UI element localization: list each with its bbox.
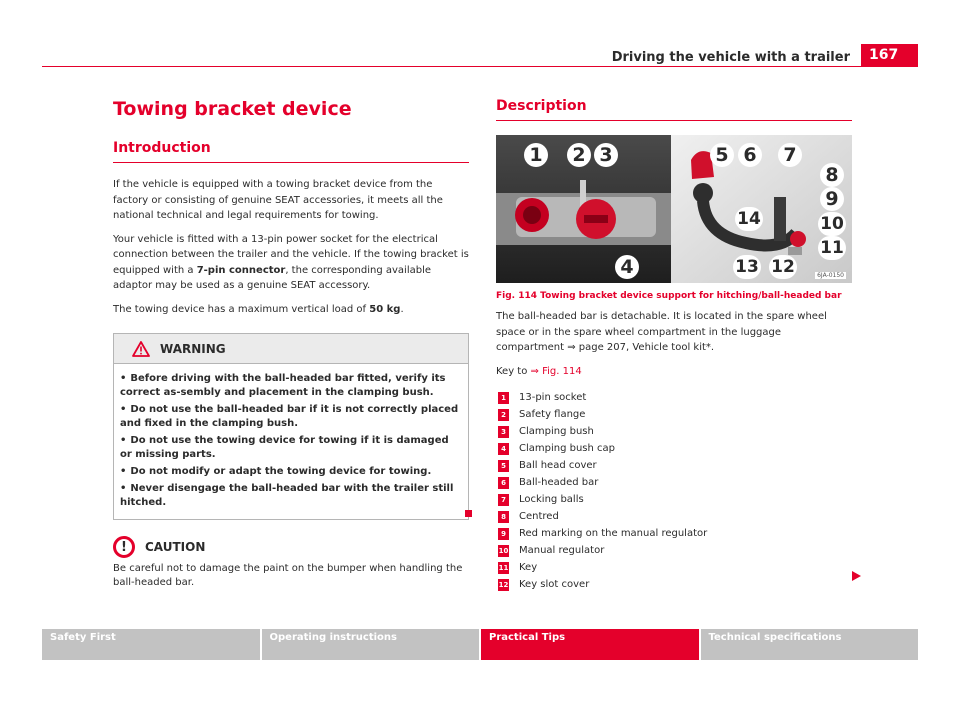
callout-label: 9: [820, 187, 844, 211]
caution-header: [113, 536, 469, 558]
left-column: [113, 98, 469, 590]
list-item: 6 Ball-headed bar: [496, 474, 852, 491]
warning-item: • Do not modify or adapt the towing device for towing.: [120, 466, 432, 477]
section-end-marker: [465, 510, 472, 517]
list-item: 3 Clamping bush: [496, 423, 852, 440]
footer-nav: [42, 629, 918, 660]
list-item: 8 Centred: [496, 508, 852, 525]
callout-label: 14: [735, 207, 763, 231]
list-item: 11 Key: [498, 562, 538, 573]
load-paragraph: The towing device has a maximum vertical load of 50 kg.: [113, 303, 404, 315]
callout-label: 6: [738, 143, 762, 167]
callout-label: 1: [524, 143, 548, 167]
warning-item: • Do not use the ball-headed bar if it is not correctly placed and fixed in the clamping bush.: [120, 404, 459, 429]
key-number-badge: 9: [498, 528, 509, 540]
key-number-badge: 3: [498, 426, 509, 438]
key-number-badge: 12: [498, 580, 509, 589]
warning-item: • Do not use the towing device for towing if it is damaged or missing parts.: [120, 435, 449, 460]
key-number-badge: 6: [498, 477, 509, 489]
list-item: 2 Safety flange: [496, 406, 852, 423]
list-item: 10 Manual regulator: [498, 545, 605, 556]
key-number-badge: 8: [498, 511, 509, 523]
key-number-badge: 7: [498, 494, 509, 506]
list-item: 9 Red marking on the manual regulator: [496, 525, 852, 542]
tab-safety-first[interactable]: Safety First: [42, 629, 260, 660]
list-item: 1 13-pin socket: [496, 389, 852, 406]
key-list: [496, 389, 852, 593]
key-number-badge: 2: [498, 409, 509, 421]
page-title: Towing bracket device: [113, 98, 352, 120]
section-heading-description: Description: [496, 98, 852, 121]
key-number-badge: 10: [498, 546, 509, 555]
callout-label: 5: [710, 143, 734, 167]
header-rule: [42, 66, 918, 67]
continue-arrow-icon: [852, 571, 861, 581]
warning-title: WARNING: [160, 341, 226, 356]
callout-label: 12: [769, 255, 797, 279]
list-item: 12 Key slot cover: [498, 579, 590, 590]
list-item: 5 Ball head cover: [496, 457, 852, 474]
list-item: 4 Clamping bush cap: [496, 440, 852, 457]
warning-item: • Never disengage the ball-headed bar with the trailer still hitched.: [120, 483, 454, 508]
intro-paragraph: If the vehicle is equipped with a towing bracket device from the factory or consisting of genuine SEAT accessories, it meets all the national technical and legal requirements for towing.: [113, 179, 443, 221]
section-heading-introduction: Introduction: [113, 140, 469, 163]
header-section-title: Driving the vehicle with a trailer: [611, 50, 850, 65]
warning-list: [114, 364, 468, 519]
tab-technical-specifications[interactable]: Technical specifications: [701, 629, 919, 660]
callout-label: 11: [818, 236, 846, 260]
caution-title: CAUTION: [145, 540, 206, 554]
list-item: 7 Locking balls: [496, 491, 852, 508]
callout-label: 10: [818, 212, 846, 236]
warning-triangle-icon: [132, 341, 150, 357]
warning-item: • Before driving with the ball-headed bar fitted, verify its correct as-sembly and placement in the clamping bush.: [120, 373, 446, 398]
tab-operating-instructions[interactable]: Operating instructions: [262, 629, 480, 660]
callout-label: 7: [778, 143, 802, 167]
key-number-badge: 11: [498, 563, 509, 572]
key-number-badge: 4: [498, 443, 509, 455]
caution-exclamation-icon: !: [113, 536, 135, 558]
callout-label: 2: [567, 143, 591, 167]
figure-caption: Fig. 114 Towing bracket device support for hitching/ball-headed bar: [496, 291, 842, 301]
callout-label: 13: [733, 255, 761, 279]
caution-text: Be careful not to damage the paint on the bumper when handling the ball-headed bar.: [113, 563, 463, 588]
warning-header: [114, 334, 468, 364]
key-number-badge: 1: [498, 392, 509, 404]
warning-box: [113, 333, 469, 520]
right-column: [496, 98, 852, 593]
key-number-badge: 5: [498, 460, 509, 472]
callout-label: 8: [820, 163, 844, 187]
tab-practical-tips[interactable]: Practical Tips: [481, 629, 699, 660]
callout-label: 4: [615, 255, 639, 279]
page-number: 167: [861, 44, 918, 66]
figure-code: 6JA-0150: [817, 272, 844, 279]
figure-114: [496, 135, 852, 283]
socket-paragraph: Your vehicle is fitted with a 13-pin power socket for the electrical connection between the trailer and the vehicle. If the towing bracket is equipped with a 7-pin connector, the corresponding available adaptor may be used as a genuine SEAT accessory.: [113, 233, 469, 291]
figure-reference-link[interactable]: ⇒ Fig. 114: [530, 365, 582, 377]
callout-label: 3: [594, 143, 618, 167]
key-to-line: Key to ⇒ Fig. 114: [496, 365, 582, 377]
description-paragraph: The ball-headed bar is detachable. It is located in the spare wheel space or in the spare wheel compartment in the luggage compartment ⇒ page 207, Vehicle tool kit*.: [496, 311, 827, 353]
